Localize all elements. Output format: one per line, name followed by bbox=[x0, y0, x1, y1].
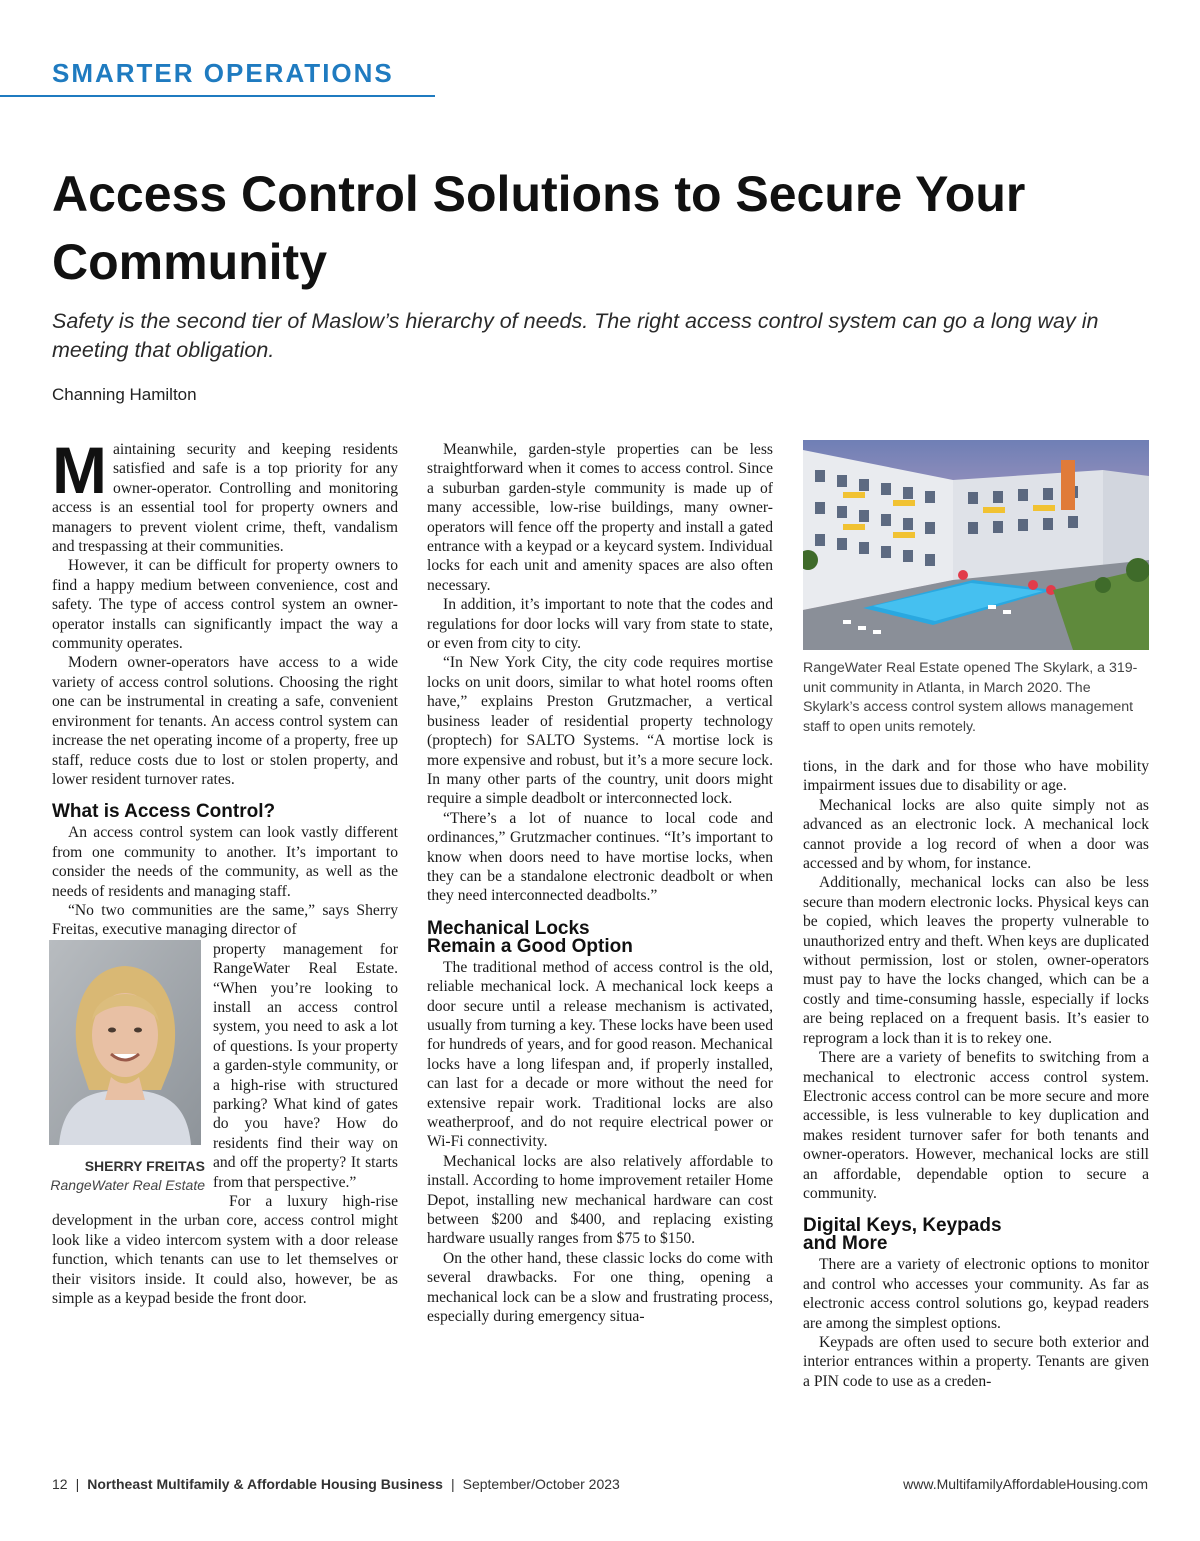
headshot-name: SHERRY FREITAS bbox=[84, 1157, 205, 1174]
paragraph: tions, in the dark and for those who have mobility impairment issues due to disability or age. bbox=[803, 758, 1149, 795]
community-photo bbox=[803, 440, 1149, 650]
drop-cap: M bbox=[52, 433, 107, 507]
paragraph: The traditional method of access control is the old, reliable mechanical lock. A mechanical lock keeps a door secure until a release mechanism is activated, usually from turning a key. These locks have been used for hundreds of years, and for good reason. Mechanical locks have a long lifespan and, if properly installed, can last for a decade or more without the need for extensive repair work. Traditional locks are also weatherproof, and do not require electrical power or Wi-Fi connectivity. bbox=[427, 958, 773, 1151]
photo-caption: RangeWater Real Estate opened The Skylark, a 319-unit community in Atlanta, in March 2020. The Skylark’s access control system allows management staff to open units remotely. bbox=[803, 660, 1138, 735]
paragraph: Mechanical locks are also relatively affordable to install. According to home improvement retailer Home Depot, installing new mechanical hardware can cost between $200 and $400, and replacing existing hardware usually ranges from $75 to $150. bbox=[427, 1152, 773, 1248]
article-column-3 bbox=[803, 757, 1149, 1391]
website-url: www.MultifamilyAffordableHousing.com bbox=[903, 1476, 1148, 1492]
page-footer bbox=[52, 1476, 620, 1492]
paragraph: Additionally, mechanical locks can also be less secure than modern electronic locks. Physical keys can be copied, which leaves the property vulnerable to unauthorized entry and theft. When keys are duplicated without permission, lost or stolen, owner-operators must pay to have the locks changed, which can be a costly and time-consuming hassle, especially if locks are being replaced on a frequent basis. It’s easier to reprogram a lock than it is to rekey one. bbox=[803, 874, 1149, 1047]
paragraph: An access control system can look vastly different from one community to another. It’s important to consider the needs of the community, as well as the needs of residents and managing staff. bbox=[52, 824, 398, 900]
article-column-2 bbox=[427, 440, 773, 1326]
paragraph: Mechanical locks are also quite simply not as advanced as an electronic lock. A mechanical lock cannot provide a log record of when a door was accessed and by whom, for instance. bbox=[803, 796, 1149, 873]
paragraph: “There’s a lot of nuance to local code and ordinances,” Grutzmacher continues. “It’s important to know when doors need to have mortise locks, when they can be a standalone electronic deadbolt or when they need interconnected deadbolts.” bbox=[427, 809, 773, 905]
paragraph: Maintaining security and keeping residents satisfied and safe is a top priority for any owner-operator. Controlling and monitoring access is an essential tool for property owners and managers to prevent violent crime, theft, vandalism and trespassing at their communities. bbox=[52, 433, 398, 556]
paragraph: Modern owner-operators have access to a wide variety of access control solutions. Choosing the right one can be instrumental in creating a safe, convenient environment for tenants. An access control system can increase the net operating income of a property, free up staff, reduce costs due to lost or stolen property, and lower resident turnover rates. bbox=[52, 654, 398, 788]
section-label: SMARTER OPERATIONS bbox=[52, 58, 394, 88]
author-byline: Channing Hamilton bbox=[52, 385, 197, 404]
publication-name: Northeast Multifamily & Affordable Housing Business bbox=[87, 1476, 443, 1492]
paragraph: “In New York City, the city code requires mortise locks on unit doors, similar to what hotel rooms often have,” explains Preston Grutzmacher, a vertical business leader of residential property technology (proptech) for SALTO Systems. “A mortise lock is more expensive and robust, but it’s a more secure lock. In many other parts of the country, unit doors might require a simple deadbolt or interconnected lock. bbox=[427, 654, 773, 808]
section-divider bbox=[0, 95, 435, 97]
section-heading: What is Access Control? bbox=[52, 801, 276, 823]
headshot-figure bbox=[49, 940, 205, 1194]
issue-date: September/October 2023 bbox=[462, 1476, 620, 1492]
paragraph: Keypads are often used to secure both exterior and interior entrances within a property. Tenants are given a PIN code to use as a creden- bbox=[803, 1333, 1149, 1390]
paragraph: In addition, it’s important to note that the codes and regulations for door locks will vary from state to state, or even from city to city. bbox=[427, 596, 773, 653]
footer-separator: | bbox=[75, 1476, 80, 1492]
headshot-role: RangeWater Real Estate bbox=[50, 1177, 205, 1194]
article-deck: Safety is the second tier of Maslow’s hierarchy of needs. The right access control system can go a long way in meeting that obligation. bbox=[52, 309, 1099, 362]
paragraph: On the other hand, these classic locks do come with several drawbacks. For one thing, opening a mechanical lock can be a slow and frustrating process, especially during emergency situa- bbox=[427, 1249, 773, 1326]
article-column-1 bbox=[50, 433, 398, 1308]
paragraph: “No two communities are the same,” says Sherry Freitas, executive managing director of bbox=[52, 901, 398, 939]
paragraph: There are a variety of benefits to switching from a mechanical to electronic access control system. Electronic access control can be more secure and more accessible, is less vulnerable to key duplication and makes resident turnover safer for both tenants and owner-operators. However, mechanical locks are still an affordable, dependable option to secure a community. bbox=[803, 1049, 1149, 1202]
headshot-photo bbox=[49, 940, 201, 1145]
page-number: 12 bbox=[52, 1476, 68, 1492]
article-title: Access Control Solutions to Secure Your Community bbox=[52, 166, 1026, 290]
paragraph: There are a variety of electronic options to monitor and control who accesses your community. As far as electronic access control solutions go, keypad readers are among the simplest options. bbox=[803, 1256, 1149, 1332]
section-heading: Mechanical Locks Remain a Good Option bbox=[427, 917, 633, 957]
section-heading: Digital Keys, Keypads and More bbox=[803, 1215, 1002, 1255]
footer-separator: | bbox=[450, 1476, 455, 1492]
paragraph: For a luxury high-rise development in the urban core, access control might look like a video intercom system with a door release function, which tenants can use to let themselves or their visitors inside. It could also, however, be as simple as a keypad beside the front door. bbox=[52, 1193, 398, 1308]
paragraph: However, it can be difficult for property owners to find a happy medium between convenience, cost and safety. The type of access control system an owner-operator installs can significantly impact the way a community operates. bbox=[52, 557, 398, 653]
paragraph: Meanwhile, garden-style properties can be less straightforward when it comes to access control. Since a suburban garden-style community is made up of many accessible, low-rise buildings, many owner-operators will fence off the property and install a gated entrance with a keypad or a keycard system. Individual locks for each unit and amenity spaces are also often necessary. bbox=[427, 441, 773, 594]
paragraph: property management for RangeWater Real Estate. “When you’re looking to install an access control system, you need to ask a lot of questions. Is your property a garden-style community, or a high-rise with structured parking? What kind of gates do you have? How do residents find their way on and off the property? It starts from that perspective.” bbox=[213, 940, 398, 1191]
